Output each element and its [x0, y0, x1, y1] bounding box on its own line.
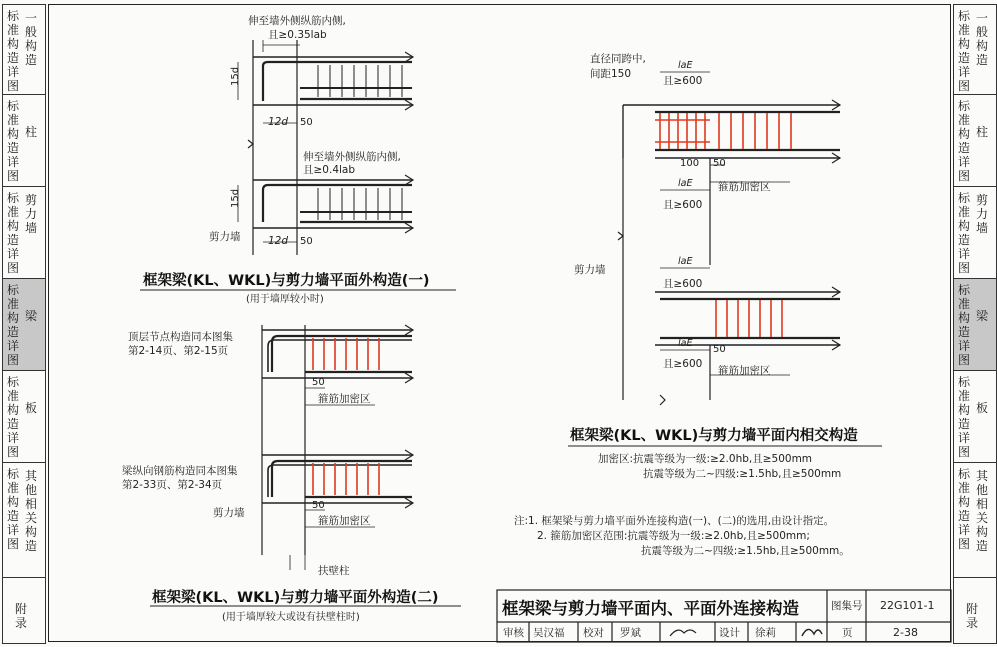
- fig2-subtitle: (用于墙厚较大或设有扶壁柱时): [222, 612, 360, 623]
- fig1-subtitle: (用于墙厚较小时): [246, 294, 324, 305]
- sidebar-left-tab-label: 附录: [15, 602, 28, 630]
- fig1-wall-label: 剪力墙: [209, 231, 241, 243]
- fig3-title: 框架梁(KL、WKL)与剪力墙平面内相交构造: [570, 428, 858, 444]
- fig2-stirrups: [313, 338, 379, 495]
- fig3-zone-note1: 加密区:抗震等级为一级:≥2.0hb,且≥500mm: [598, 453, 813, 465]
- fig1-dim-12d-b: 12d: [268, 235, 289, 247]
- sidebar-right-tab-sublabel: 梁: [976, 309, 989, 323]
- fig1-note-top: 伸至墙外侧纵筋内侧,: [248, 15, 346, 27]
- fig3-stirrups: [660, 113, 791, 337]
- sidebar-right-tab-sublabel: 剪力墙: [976, 193, 989, 235]
- fig2-note-mid: 梁纵向钢筋构造同本图集: [122, 465, 238, 477]
- fig2-pilaster: 扶壁柱: [318, 565, 350, 577]
- check-name: 罗斌: [620, 627, 641, 639]
- sidebar-left-tab-label: 标准构造详图: [7, 467, 20, 551]
- sidebar-left-tab-sublabel: 梁: [25, 309, 38, 323]
- fig2-title: 框架梁(KL、WKL)与剪力墙平面外构造(二): [152, 590, 439, 606]
- fig2-dim-50-b: 50: [312, 500, 325, 511]
- figure-1: [238, 40, 413, 255]
- sidebar-right-tab-sublabel: 一般构造: [976, 11, 989, 67]
- figure-3: [618, 72, 840, 405]
- sidebar-left-tab-sublabel: 柱: [25, 125, 38, 139]
- sidebar-right-tab-sublabel: 其他相关构造: [976, 469, 989, 553]
- sidebar-left-tab-label: 标准构造详图: [7, 9, 20, 93]
- sidebar-left-tab-sublabel: 其他相关构造: [25, 469, 38, 553]
- check-label: 校对: [583, 627, 604, 639]
- sidebar-left-tab-label: 标准构造详图: [7, 191, 20, 275]
- fig3-lae-c: laE: [678, 256, 693, 267]
- fig2-zone-b: 箍筋加密区: [318, 515, 371, 527]
- sidebar-right-tab-label: 标准构造详图: [958, 467, 971, 551]
- sidebar-right-tab-label: 标准构造详图: [958, 375, 971, 459]
- fig3-dim-100: 100: [680, 158, 700, 169]
- sidebar-right-tab-sublabel: 板: [976, 401, 989, 415]
- fig3-lae-d2: 且≥600: [663, 358, 703, 370]
- sidebar-right-tab-label: 标准构造详图: [958, 283, 971, 367]
- sidebar-right-tab-label: 附录: [966, 602, 979, 630]
- fig2-note-mid2: 第2-33页、第2-34页: [122, 479, 223, 491]
- fig3-wall-label: 剪力墙: [574, 264, 606, 276]
- figure-2: [262, 325, 413, 570]
- fig3-lae-a: laE: [678, 60, 693, 71]
- note-2: 2. 箍筋加密区范围:抗震等级为一级:≥2.0hb,且≥500mm;: [537, 530, 810, 542]
- note-3: 抗震等级为二~四级:≥1.5hb,且≥500mm。: [641, 545, 850, 557]
- sidebar-left-tab-label: 标准构造详图: [7, 375, 20, 459]
- fig3-lae-b: laE: [678, 178, 693, 189]
- fig1-dim-12d-a: 12d: [268, 116, 289, 128]
- fig2-dim-50-a: 50: [312, 377, 325, 388]
- design-name: 徐莉: [755, 627, 776, 639]
- sidebar-left-tab-sublabel: 剪力墙: [25, 193, 38, 235]
- fig3-dim-50-a: 50: [713, 158, 726, 169]
- note-1: 注:1. 框架梁与剪力墙平面外连接构造(一)、(二)的选用,由设计指定。: [514, 515, 835, 527]
- sidebar-left-tab-sublabel: 一般构造: [25, 11, 38, 67]
- fig3-lae-c2: 且≥600: [663, 278, 703, 290]
- main-title: 框架梁与剪力墙平面内、平面外连接构造: [502, 599, 799, 618]
- fig3-lae-d: laE: [678, 338, 693, 349]
- sidebar-right-tab-sublabel: 柱: [976, 125, 989, 139]
- fig1-title: 框架梁(KL、WKL)与剪力墙平面外构造(一): [143, 273, 430, 289]
- sidebar-left-tab-label: 标准构造详图: [7, 99, 20, 183]
- fig2-note-top: 顶层节点构造同本图集: [128, 331, 233, 343]
- fig3-zone-a: 箍筋加密区: [718, 181, 771, 193]
- sidebar-right-tab-label: 标准构造详图: [958, 99, 971, 183]
- fig1-note-top2: 且≥0.35lab: [268, 29, 327, 41]
- fig3-zone-note2: 抗震等级为二~四级:≥1.5hb,且≥500mm: [643, 468, 842, 480]
- fig1-dim-50-a: 50: [300, 117, 313, 128]
- check-signature: [670, 630, 696, 636]
- design-label: 设计: [719, 627, 740, 639]
- fig3-lae-a2: 且≥600: [663, 75, 703, 87]
- fig3-dim-50-b: 50: [713, 344, 726, 355]
- fig1-dim-15d-b: 15d: [230, 188, 241, 208]
- fig3-zone-b: 箍筋加密区: [718, 365, 771, 377]
- sidebar-right-tab-label: 标准构造详图: [958, 9, 971, 93]
- review-name: 吴汉福: [533, 627, 565, 639]
- fig2-zone-a: 箍筋加密区: [318, 393, 371, 405]
- fig3-note-top2: 间距150: [590, 68, 632, 80]
- fig1-dim-50-b: 50: [300, 236, 313, 247]
- page-no: 2-38: [893, 626, 918, 639]
- page-label: 页: [842, 627, 853, 639]
- fig1-note-mid2: 且≥0.4lab: [303, 164, 356, 176]
- fig1-note-mid: 伸至墙外侧纵筋内侧,: [303, 151, 401, 163]
- sidebar-left-tab-label: 标准构造详图: [7, 283, 20, 367]
- fig1-dim-15d-a: 15d: [230, 66, 241, 86]
- atlas-label: 图集号: [831, 600, 863, 612]
- fig3-lae-b2: 且≥600: [663, 199, 703, 211]
- fig2-wall-label: 剪力墙: [213, 507, 245, 519]
- sidebar-right-tab-label: 标准构造详图: [958, 191, 971, 275]
- sidebar-left-tab-sublabel: 板: [25, 401, 38, 415]
- design-signature: [802, 629, 822, 636]
- atlas-no: 22G101-1: [880, 599, 935, 612]
- fig2-note-top2: 第2-14页、第2-15页: [128, 345, 229, 357]
- fig3-note-top: 直径同跨中,: [590, 53, 646, 65]
- review-label: 审核: [503, 627, 524, 639]
